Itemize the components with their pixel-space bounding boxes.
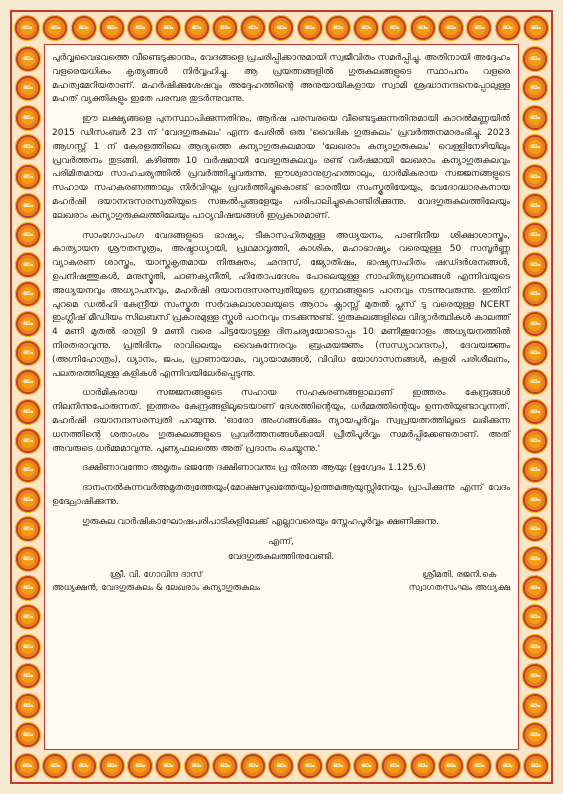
om-motif-icon: ഓം xyxy=(522,193,548,219)
om-motif-icon: ഓം xyxy=(410,753,436,779)
om-motif-icon: ഓം xyxy=(523,15,549,41)
om-motif-icon: ഓം xyxy=(522,281,548,307)
om-motif-icon: ഓം xyxy=(15,663,41,689)
om-motif-icon: ഓം xyxy=(495,753,521,779)
om-motif-icon: ഓം xyxy=(466,15,492,41)
om-motif-icon: ഓം xyxy=(14,753,40,779)
closing-line-1: എന്ന്, xyxy=(268,536,294,547)
signatory-name: ശ്രീ. വി. ഗോവിന്ദ ദാസ് xyxy=(109,570,203,581)
om-motif-icon: ഓം xyxy=(522,516,548,542)
om-motif-icon: ഓം xyxy=(71,15,97,41)
om-motif-icon: ഓം xyxy=(325,753,351,779)
om-motif-icon: ഓം xyxy=(522,105,548,131)
border-left xyxy=(14,46,42,748)
om-motif-icon: ഓം xyxy=(522,634,548,660)
om-motif-icon: ഓം xyxy=(99,753,125,779)
om-motif-icon: ഓം xyxy=(523,753,549,779)
om-motif-icon: ഓം xyxy=(155,15,181,41)
border-bottom xyxy=(14,752,549,780)
om-motif-icon: ഓം xyxy=(522,252,548,278)
om-motif-icon: ഓം xyxy=(15,457,41,483)
om-motif-icon: ഓം xyxy=(522,457,548,483)
om-motif-icon: ഓം xyxy=(15,546,41,572)
om-motif-icon: ഓം xyxy=(466,753,492,779)
letter-body xyxy=(52,52,510,595)
om-motif-icon: ഓം xyxy=(15,311,41,337)
om-motif-icon: ഓം xyxy=(15,634,41,660)
om-motif-icon: ഓം xyxy=(155,753,181,779)
om-motif-icon: ഓം xyxy=(522,575,548,601)
om-motif-icon: ഓം xyxy=(522,369,548,395)
om-motif-icon: ഓം xyxy=(325,15,351,41)
om-motif-icon: ഓം xyxy=(15,281,41,307)
om-motif-icon: ഓം xyxy=(522,722,548,748)
om-motif-icon: ഓം xyxy=(381,15,407,41)
border-right xyxy=(521,46,549,748)
paragraph-founding: ഈ ലക്ഷ്യങ്ങളെ പുനസ്ഥാപിക്കുന്നതിനും, ആർഷ പരമ്പരയെ വീണ്ടെടുക്കുന്നതിനുമായി കാറൽമണ്ണയിൽ 2015 ഡിസംബർ 23 ന് 'വേദഗുരുകുലം' എന്ന പേരിൽ ഒരു 'വൈദിക ഗുരുകുലം' പ്രവർത്തനമാരംഭിച്ചു. 2023 ആഗസ്റ്റ് 1 ന് കേരളത്തിലെ ആദ്യത്തെ കന്യാഗുരുകുലമായ 'ലേഖരാം കന്യാഗുരുകുലം' വെള്ളിനേഴിയിലും പ്രവർത്തനം തുടങ്ങി. കഴിഞ്ഞ 10 വർഷമായി വേദഗുരുകുലവും രണ്ട് വർഷമായി ലേഖരാം കന്യാഗുരുകുലവും പരിമിതമായ സാഹചര്യത്തിൽ പ്രവർത്തിച്ചുവരുന്നു. ഈശ്വരാനുഗ്രഹത്താലും, ധാർമികരായ സജ്ജനങ്ങളുടെ സഹായ സഹകരണത്താലും നിർവിഘ്നം പ്രവർത്തിച്ചുകൊണ്ട് ഭാരതീയ സംസ്കൃതിയേയും, വേദോദ്ധാരകനായ മഹർഷി ദയാനന്ദസരസ്വതിയുടെ സങ്കൽപ്പങ്ങളേയും പരിപാലിച്ചുകൊണ്ടിരിക്കുന്നു. വേദഗുരുകുലത്തിലേയും ലേഖരാം കന്യാഗുരുകുലത്തിലേയും പാഠ്യവിഷയങ്ങൾ ഇപ്രകാരമാണ്. xyxy=(52,114,510,221)
paragraph-history: പുർവ്വവൈഭവത്തെ വീണ്ടെടുക്കാനും, വേദങ്ങളെ പ്രചരിപ്പിക്കാനുമായി സ്വജീവിതം സമർപ്പിച്ചു. അതിനായി അദ്ദേഹം വളരെയധികം കൃത്യങ്ങൾ നിർവ്വഹിച്ചു. ആ പ്രയത്നങ്ങളിൽ ഗുരുകുലങ്ങളുടെ സ്ഥാപനം വളരെ മഹത്വമേറിയതാണ്. മഹർഷിക്കുശേഷവും അദ്ദേഹത്തിന്റെ അനുയായികളായ സ്വാമി ശ്രദ്ധാനന്ദനെപ്പോലുള്ള മഹത് വ്യക്തികളും ഇതേ പരമ്പര തുടർന്നുവന്നു. xyxy=(52,53,510,105)
om-motif-icon: ഓം xyxy=(381,753,407,779)
paragraph-support: ധാർമികരായ സജ്ജനങ്ങളുടെ സഹായ സഹകരണങ്ങളാലാണ് ഇത്തരം കേന്ദ്രങ്ങൾ നിലനിന്നുപോരുന്നത്. ഇത്തരം കേന്ദ്രങ്ങളിലൂടെയാണ് ദേശത്തിന്റെയും, ധർമ്മത്തിന്റെയും ഉന്നതിയുണ്ടാവുന്നത്. മഹർഷി ദയാനന്ദസരസ്വതി പറയുന്നു. 'ഓരോ അംഗങ്ങൾക്കും ന്യായപൂർവ്വം സ്വപ്രയത്നത്തിലൂടെ ലഭിക്കുന്ന ധനത്തിന്റെ ശതാംശം ഗുരുകുലങ്ങളുടെ പ്രവർത്തനങ്ങൾക്കായി പ്രീതിപൂർവ്വം സമർപ്പിക്കേണ്ടതാണ്. അത് അവരുടെ ധർമ്മമാവുന്നു. പുണ്യഫലത്തെ അത് പ്രദാനം ചെയ്യുന്നു.' xyxy=(52,388,510,454)
om-motif-icon: ഓം xyxy=(522,487,548,513)
om-motif-icon: ഓം xyxy=(14,15,40,41)
om-motif-icon: ഓം xyxy=(522,693,548,719)
om-motif-icon: ഓം xyxy=(522,428,548,454)
paragraph-curriculum: സാംഗോപാംഗ വേദങ്ങളുടെ ഭാഷ്യം, ടീകാസഹിതമുള്ള അധ്യയനം, പാണിനീയ ശിക്ഷാശാസ്ത്രം, കാത്യായന ശ്രൗതസൂത്രം, അഷ്ടാധ്യായി, പ്രഥമാവൃത്തി, കാശിക, മഹാഭാഷ്യം വരെയുള്ള 50 സമ്പൂർണ്ണ വ്യാകരണ ശാസ്ത്രം, യാസ്കകൃതമായ നിരുക്തം, ഛന്ദസ്, ജ്യോതിഷം, ഭാഷ്യസഹിതം ഷഡ്ദർശനങ്ങൾ, ഉപനിഷത്തുകൾ, മനുസ്മൃതി, ചാണക്യനീതി, ഹിതോപദേശം പോലെയുള്ള സാഹിത്യഗ്രന്ഥങ്ങൾ എന്നിവയുടെ അധ്യയനവും അധ്യാപനവും, മഹർഷി ദയാനന്ദസരസ്വതിയുടെ ഗ്രന്ഥങ്ങളുടെ പഠനവും നടന്നുവരുന്നു. ഇതിന് പുറമെ ഡൽഹി കേന്ദ്രീയ സംസ്കൃത സർവകലാശാലയുടെ ആറാം ക്ലാസ്സ് മുതൽ പ്ലസ് ടു വരെയുള്ള NCERT ഇംഗ്ലീഷ് മീഡിയം സിലബസ് പ്രകാരമുള്ള സ്കൂൾ പഠനവും നടക്കുന്നുണ്ട്. ഗുരുകുലങ്ങളിലെ വിദ്യാർത്ഥികൾ കാലത്ത് 4 മണി മുതൽ രാത്രി 9 മണി വരെ ചിട്ടയോടുള്ള ദിനചര്യയോടൊപ്പം 10 മണിക്കൂറോളം അധ്യയനത്തിൽ നിരതരാവുന്നു. പ്രതിദിനം രാവിലെയും വൈകുന്നേരവും ബ്രഹ്മയജ്ഞം (സന്ധ്യാവന്ദനം), ദേവയജ്ഞം (അഗ്നിഹോത്രം), ധ്യാനം, ജപം, പ്രാണായാമം, വ്യായാമങ്ങൾ, വിവിധ യോഗാസനങ്ങൾ, കളരി പരിശീലനം, പലതരത്തിലുള്ള കളികൾ എന്നിവയിലേർപ്പെടുന്നു. xyxy=(52,230,510,379)
om-motif-icon: ഓം xyxy=(15,604,41,630)
om-motif-icon: ഓം xyxy=(240,753,266,779)
om-motif-icon: ഓം xyxy=(42,15,68,41)
om-motif-icon: ഓം xyxy=(15,222,41,248)
om-motif-icon: ഓം xyxy=(522,164,548,190)
om-motif-icon: ഓം xyxy=(438,15,464,41)
om-motif-icon: ഓം xyxy=(15,105,41,131)
om-motif-icon: ഓം xyxy=(522,222,548,248)
om-motif-icon: ഓം xyxy=(127,753,153,779)
om-motif-icon: ഓം xyxy=(127,15,153,41)
om-motif-icon: ഓം xyxy=(438,753,464,779)
signatory-1 xyxy=(52,569,260,595)
om-motif-icon: ഓം xyxy=(15,516,41,542)
om-motif-icon: ഓം xyxy=(297,15,323,41)
border-top xyxy=(14,14,549,42)
om-motif-icon: ഓം xyxy=(99,15,125,41)
om-motif-icon: ഓം xyxy=(15,399,41,425)
om-motif-icon: ഓം xyxy=(212,15,238,41)
om-motif-icon: ഓം xyxy=(268,753,294,779)
om-motif-icon: ഓം xyxy=(522,399,548,425)
om-motif-icon: ഓം xyxy=(15,46,41,72)
om-motif-icon: ഓം xyxy=(353,15,379,41)
om-motif-icon: ഓം xyxy=(522,663,548,689)
om-motif-icon: ഓം xyxy=(353,753,379,779)
om-motif-icon: ഓം xyxy=(15,134,41,160)
signatory-2 xyxy=(409,569,510,595)
signatory-role: അധ്യക്ഷൻ, വേദഗുരുകുലം & ലേഖരാം കന്യാഗുരുകുലം xyxy=(52,583,261,594)
om-motif-icon: ഓം xyxy=(522,604,548,630)
om-motif-icon: ഓം xyxy=(15,164,41,190)
closing-line-2: വേദഗുരുകുലത്തിനുവേണ്ടി. xyxy=(227,552,335,563)
signatures xyxy=(52,569,510,595)
om-motif-icon: ഓം xyxy=(184,753,210,779)
om-motif-icon: ഓം xyxy=(522,311,548,337)
om-motif-icon: ഓം xyxy=(15,693,41,719)
om-motif-icon: ഓം xyxy=(42,753,68,779)
om-motif-icon: ഓം xyxy=(522,75,548,101)
om-motif-icon: ഓം xyxy=(15,722,41,748)
om-motif-icon: ഓം xyxy=(240,15,266,41)
om-motif-icon: ഓം xyxy=(522,340,548,366)
om-motif-icon: ഓം xyxy=(15,369,41,395)
paragraph-invitation: ഗുരുകുല വാർഷികാഘോഷപരിപാടികളിലേക്ക് എല്ലാവരെയും സ്നേഹപൂർവ്വം ക്ഷണിക്കുന്നു. xyxy=(82,516,439,527)
paragraph-vedic-quote: ദക്ഷിണാവന്തോ അമൃതം ഭജന്തേ ദക്ഷിണാവന്തഃ പ്ര തിരന്ത ആയുഃ (ഋഗ്വേദം 1.125.6) xyxy=(82,463,426,474)
om-motif-icon: ഓം xyxy=(184,15,210,41)
om-motif-icon: ഓം xyxy=(495,15,521,41)
om-motif-icon: ഓം xyxy=(15,193,41,219)
om-motif-icon: ഓം xyxy=(212,753,238,779)
om-motif-icon: ഓം xyxy=(15,575,41,601)
om-motif-icon: ഓം xyxy=(297,753,323,779)
om-motif-icon: ഓം xyxy=(522,134,548,160)
signatory-role: സ്വാഗതസംഘം അധ്യക്ഷ xyxy=(408,583,510,594)
om-motif-icon: ഓം xyxy=(522,546,548,572)
om-motif-icon: ഓം xyxy=(410,15,436,41)
om-motif-icon: ഓം xyxy=(522,46,548,72)
paragraph-quote-meaning: ദാനംനൽകുന്നവർഅമൃതത്വത്തേയും(മോക്ഷസുഖത്തേയും)ഉത്തമആയുസ്സിനേയും പ്രാപിക്കുന്നു എന്ന് വേദം ഉദ്ഘോഷിക്കുന്നു. xyxy=(52,483,510,507)
om-motif-icon: ഓം xyxy=(268,15,294,41)
om-motif-icon: ഓം xyxy=(15,75,41,101)
om-motif-icon: ഓം xyxy=(15,428,41,454)
signatory-name: ശ്രീമതി. രജനി.കെ xyxy=(422,570,497,581)
om-motif-icon: ഓം xyxy=(15,487,41,513)
om-motif-icon: ഓം xyxy=(15,252,41,278)
om-motif-icon: ഓം xyxy=(71,753,97,779)
om-motif-icon: ഓം xyxy=(15,340,41,366)
